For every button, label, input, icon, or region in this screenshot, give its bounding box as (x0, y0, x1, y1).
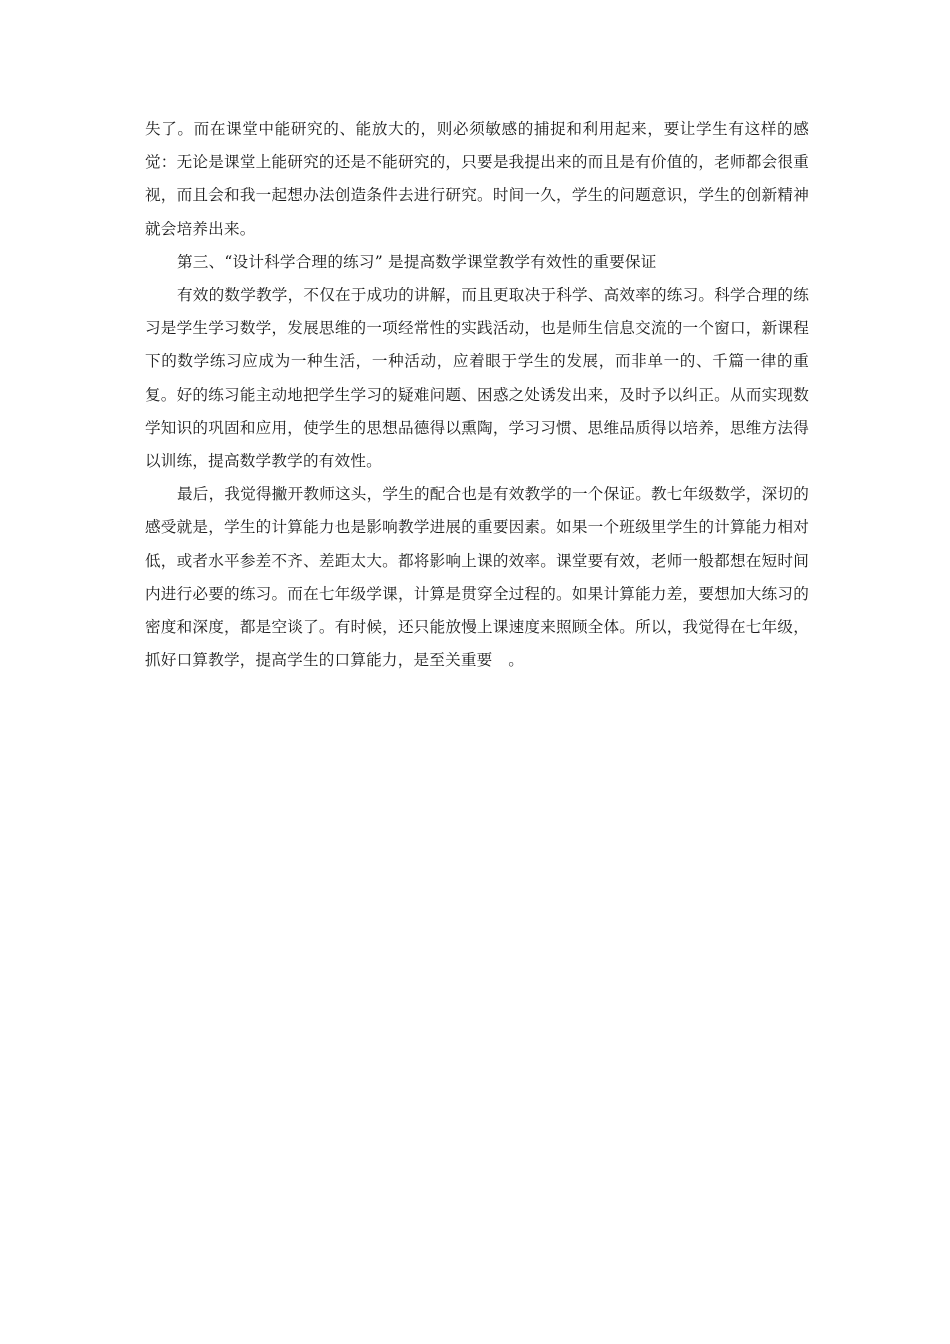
paragraph-continuation: 失了。而在课堂中能研究的、能放大的，则必须敏感的捕捉和利用起来，要让学生有这样的感觉：无论是课堂上能研究的还是不能研究的，只要是我提出来的而且是有价值的，老师都会很重视，而且会和我一起想办法创造条件去进行研究。时间一久，学生的问题意识，学生的创新精神就会培养出来。 (145, 120, 809, 238)
section-heading-third: 第三、“设计科学合理的练习” 是提高数学课堂教学有效性的重要保证 (177, 252, 657, 271)
paragraph-practice: 有效的数学教学，不仅在于成功的讲解，而且更取决于科学、高效率的练习。科学合理的练习是学生学习数学，发展思维的一项经常性的实践活动，也是师生信息交流的一个窗口，新课程下的数学练习应成为一种生活，一种活动，应着眼于学生的发展，而非单一的、千篇一律的重复。好的练习能主动地把学生学习的疑难问题、困惑之处诱发出来，及时予以纠正。从而实现数学知识的巩固和应用，使学生的思想品德得以熏陶，学习习惯、思维品质得以培养，思维方法得以训练，提高数学教学的有效性。 (145, 286, 809, 471)
paragraph-conclusion: 最后，我觉得撇开教师这头，学生的配合也是有效教学的一个保证。教七年级数学，深切的感受就是，学生的计算能力也是影响教学进展的重要因素。如果一个班级里学生的计算能力相对低，或者水平参差不齐、差距太大。都将影响上课的效率。课堂要有效，老师一般都想在短时间内进行必要的练习。而在七年级学课，计算是贯穿全过程的。如果计算能力差，要想加大练习的密度和深度，都是空谈了。有时候，还只能放慢上课速度来照顾全体。所以，我觉得在七年级，抓好口算教学，提高学生的口算能力，是至关重要 。 (145, 485, 809, 670)
document-page (145, 113, 809, 677)
